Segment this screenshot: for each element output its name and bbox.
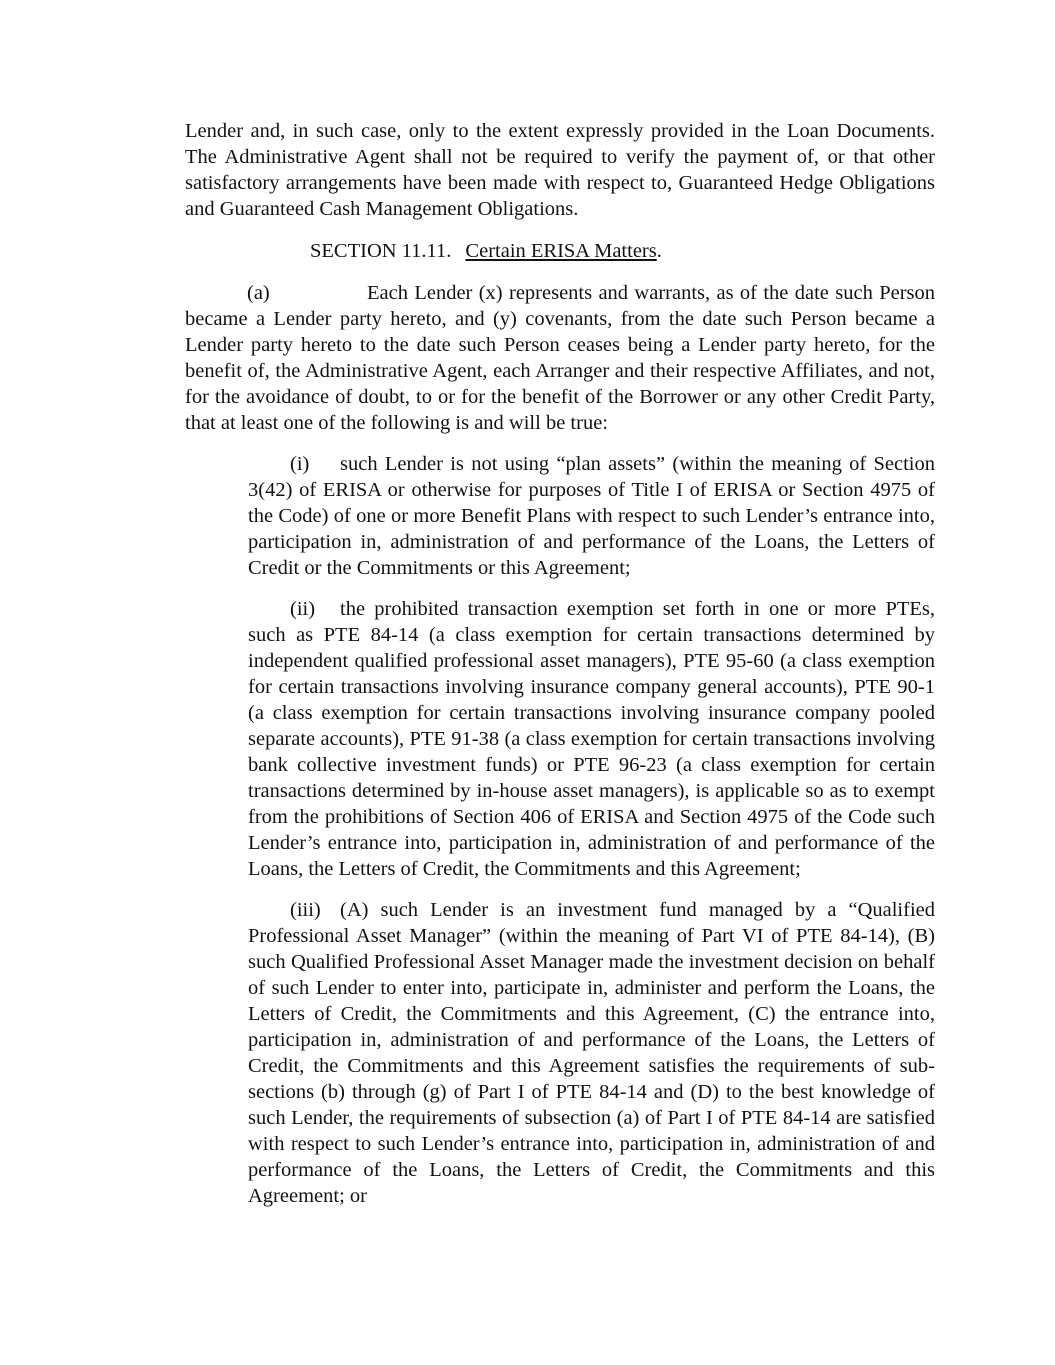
section-title: Certain ERISA Matters [465,240,657,262]
section-number: SECTION 11.11. [310,240,452,262]
paragraph-a-label: (a) [247,282,270,304]
paragraph-a [185,280,935,436]
clause-i-label: (i) [290,453,310,475]
clause-i [248,451,935,581]
clause-ii-text: the prohibited transaction exemption set forth in one or more PTEs, such as PTE 84-14 (a class exemption for certain transactions determined by independent qualified professional asset managers), PTE 95-60 (a class exemption for certain transactions involving insurance company general accounts), PTE 90-1 (a class exemption for certain transactions involving insurance company pooled separate accounts), PTE 91-38 (a class exemption for certain transactions involving bank collective investment funds) or PTE 96-23 (a class exemption for certain transactions determined by in-house asset managers), is applicable so as to exempt from the prohibitions of Section 406 of ERISA and Section 4975 of the Code such Lender’s entrance into, participation in, administration of and performance of the Loans, the Letters of Credit, the Commitments and this Agreement; [248,598,935,880]
clause-iii-text: (A) such Lender is an investment fund managed by a “Qualified Professional Asset Manager” (within the meaning of Part VI of PTE 84-14), (B) such Qualified Professional Asset Manager made the investment decision on behalf of such Lender to enter into, participate in, administer and perform the Loans, the Letters of Credit, the Commitments and this Agreement, (C) the entrance into, participation in, administration of and performance of the Loans, the Letters of Credit, the Commitments and this Agreement satisfies the requirements of sub-sections (b) through (g) of Part I of PTE 84-14 and (D) to the best knowledge of such Lender, the requirements of subsection (a) of Part I of PTE 84-14 are satisfied with respect to such Lender’s entrance into, participation in, administration of and performance of the Loans, the Letters of Credit, the Commitments and this Agreement; or [248,899,935,1207]
intro-paragraph: Lender and, in such case, only to the extent expressly provided in the Loan Documents. The Administrative Agent shall not be required to verify the payment of, or that other satisfactory arrangements have been made with respect to, Guaranteed Hedge Obligations and Guaranteed Cash Management Obligations. [185,120,935,220]
clause-ii-label: (ii) [290,598,316,620]
clause-iii [248,897,935,1209]
section-heading-period: . [656,240,662,262]
paragraph-a-text: Each Lender (x) represents and warrants, as of the date such Person became a Lender party hereto, and (y) covenants, from the date such Person became a Lender party hereto to the date such Person ceases being a Lender party hereto, for the benefit of, the Administrative Agent, each Arranger and their respective Affiliates, and not, for the avoidance of doubt, to or for the benefit of the Borrower or any other Credit Party, that at least one of the following is and will be true: [185,282,935,434]
section-heading [310,238,935,264]
clause-ii [248,596,935,882]
clause-i-text: such Lender is not using “plan assets” (within the meaning of Section 3(42) of ERISA or otherwise for purposes of Title I of ERISA or Section 4975 of the Code) of one or more Benefit Plans with respect to such Lender’s entrance into, participation in, administration of and performance of the Loans, the Letters of Credit or the Commitments or this Agreement; [248,453,935,579]
clause-iii-label: (iii) [290,899,321,921]
